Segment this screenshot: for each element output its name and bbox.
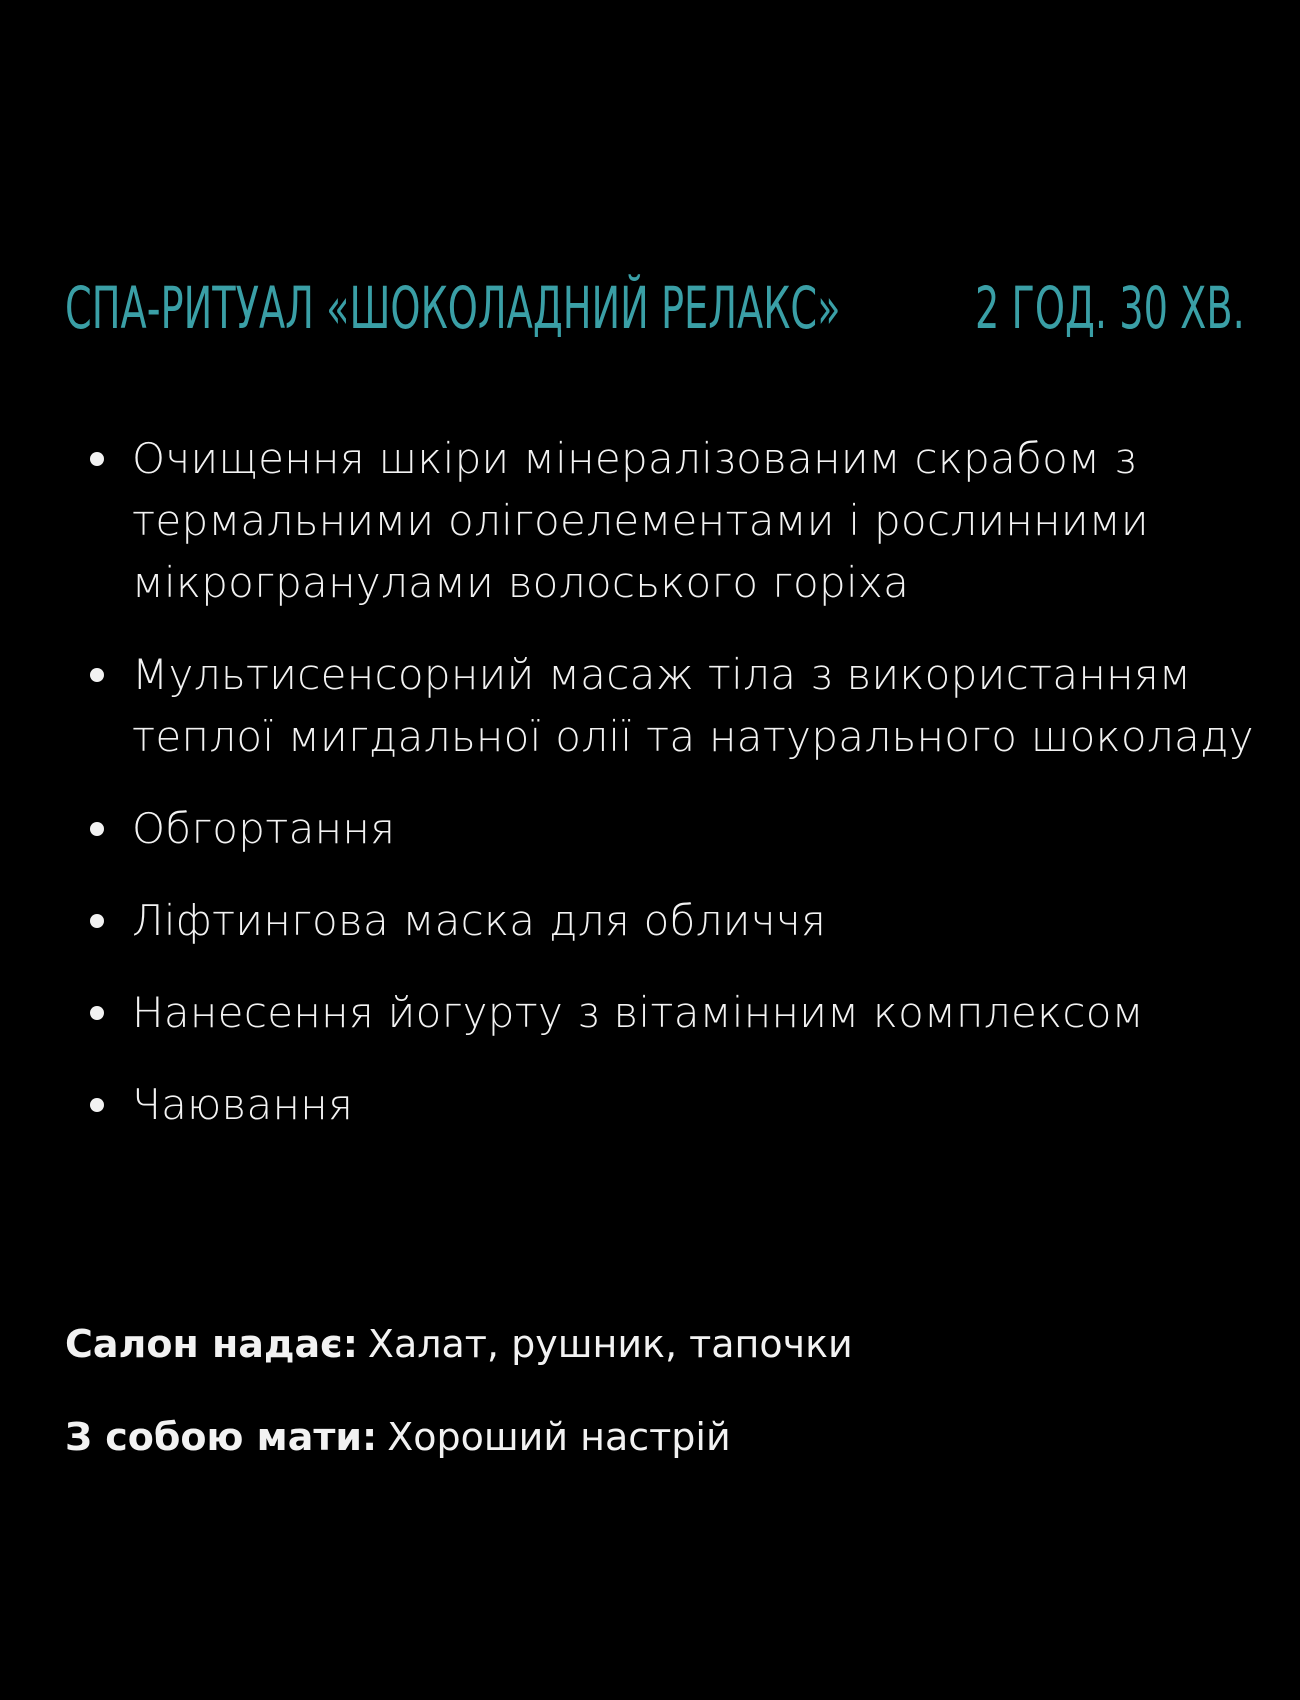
bullet-icon: [90, 452, 104, 466]
ritual-title: СПА-РИТУАЛ «ШОКОЛАДНИЙ РЕЛАКС»: [65, 274, 841, 342]
ritual-duration: 2 ГОД. 30 ХВ.: [975, 274, 1245, 342]
bullet-icon: [90, 668, 104, 682]
header: [65, 268, 1255, 348]
list-item-text: Обгортання: [132, 804, 396, 853]
salon-provides-label: Салон надає:: [65, 1322, 358, 1366]
bullet-icon: [90, 1098, 104, 1112]
bring-along-label: З собою мати:: [65, 1415, 378, 1459]
list-item: [80, 890, 1260, 952]
list-item: [80, 644, 1260, 768]
list-item: [80, 1074, 1260, 1136]
list-item-text: Нанесення йогурту з вітамінним комплексом: [132, 988, 1144, 1037]
list-item: [80, 982, 1260, 1044]
bullet-icon: [90, 822, 104, 836]
list-item: [80, 798, 1260, 860]
bullet-icon: [90, 914, 104, 928]
salon-provides-line: [65, 1314, 853, 1374]
bullet-icon: [90, 1006, 104, 1020]
bring-along-line: [65, 1407, 731, 1467]
list-item-text: Очищення шкіри мінералізованим скрабом з термальними олігоелементами і рослинними мікрогранулами волоського горіха: [132, 434, 1149, 607]
list-item-text: Ліфтингова маска для обличчя: [132, 896, 827, 945]
bring-along-value: Хороший настрій: [387, 1415, 731, 1459]
list-item-text: Мультисенсорний масаж тіла з використанням теплої мигдальної олії та натурального шоколаду: [132, 650, 1254, 761]
procedure-list: [80, 428, 1260, 1166]
list-item-text: Чаювання: [132, 1080, 354, 1129]
salon-provides-value: Халат, рушник, тапочки: [367, 1322, 853, 1366]
list-item: [80, 428, 1260, 614]
